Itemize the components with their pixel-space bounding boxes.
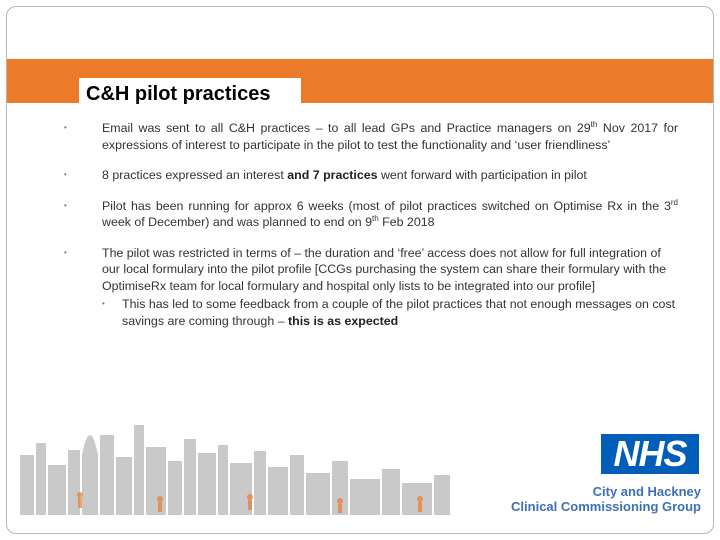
bullet-dot: •	[64, 247, 67, 257]
bullet-list	[64, 120, 678, 343]
bullet-3: • Pilot has been running for approx 6 weeks (most of pilot practices switched on Optimise Rx in the 3rd week of December) and was planned to end on 9th Feb 2018	[64, 197, 678, 229]
bullet-dot: •	[64, 200, 67, 210]
nhs-logo: NHS	[601, 434, 699, 474]
sub-bullet-1: • This has led to some feedback from a couple of the pilot practices that not enough messages on cost savings are coming through – this is as expected	[102, 297, 676, 328]
bullet-dot: •	[64, 123, 67, 132]
bullet-dot: •	[64, 170, 67, 179]
ccg-name-line1: City and Hackney	[592, 484, 701, 499]
city-skyline-illustration	[20, 395, 470, 515]
bullet-dot: •	[102, 299, 105, 308]
slide-title: C&H pilot practices	[86, 83, 271, 105]
ccg-name-line2: Clinical Commissioning Group	[511, 499, 701, 514]
bullet-4: • The pilot was restricted in terms of – the duration and ‘free’ access does not allow for full integration of our local formulary into the pilot profile [CCGs purchasing the system can share their formulary with the OptimiseRx team for local formulary and hospital only lists to be integrated into our profile] • This has led to some feedback from a couple of the pilot practices that not enough messages on cost savings are coming through – this is as expected	[64, 245, 678, 330]
bullet-2: • 8 practices expressed an interest and 7 practices went forward with participation in pilot	[64, 168, 587, 182]
bullet-1: • Email was sent to all C&H practices – to all lead GPs and Practice managers on 29th Nov 2017 for expressions of interest to participate in the pilot to test the functionality and ‘user friendliness’	[64, 119, 678, 152]
